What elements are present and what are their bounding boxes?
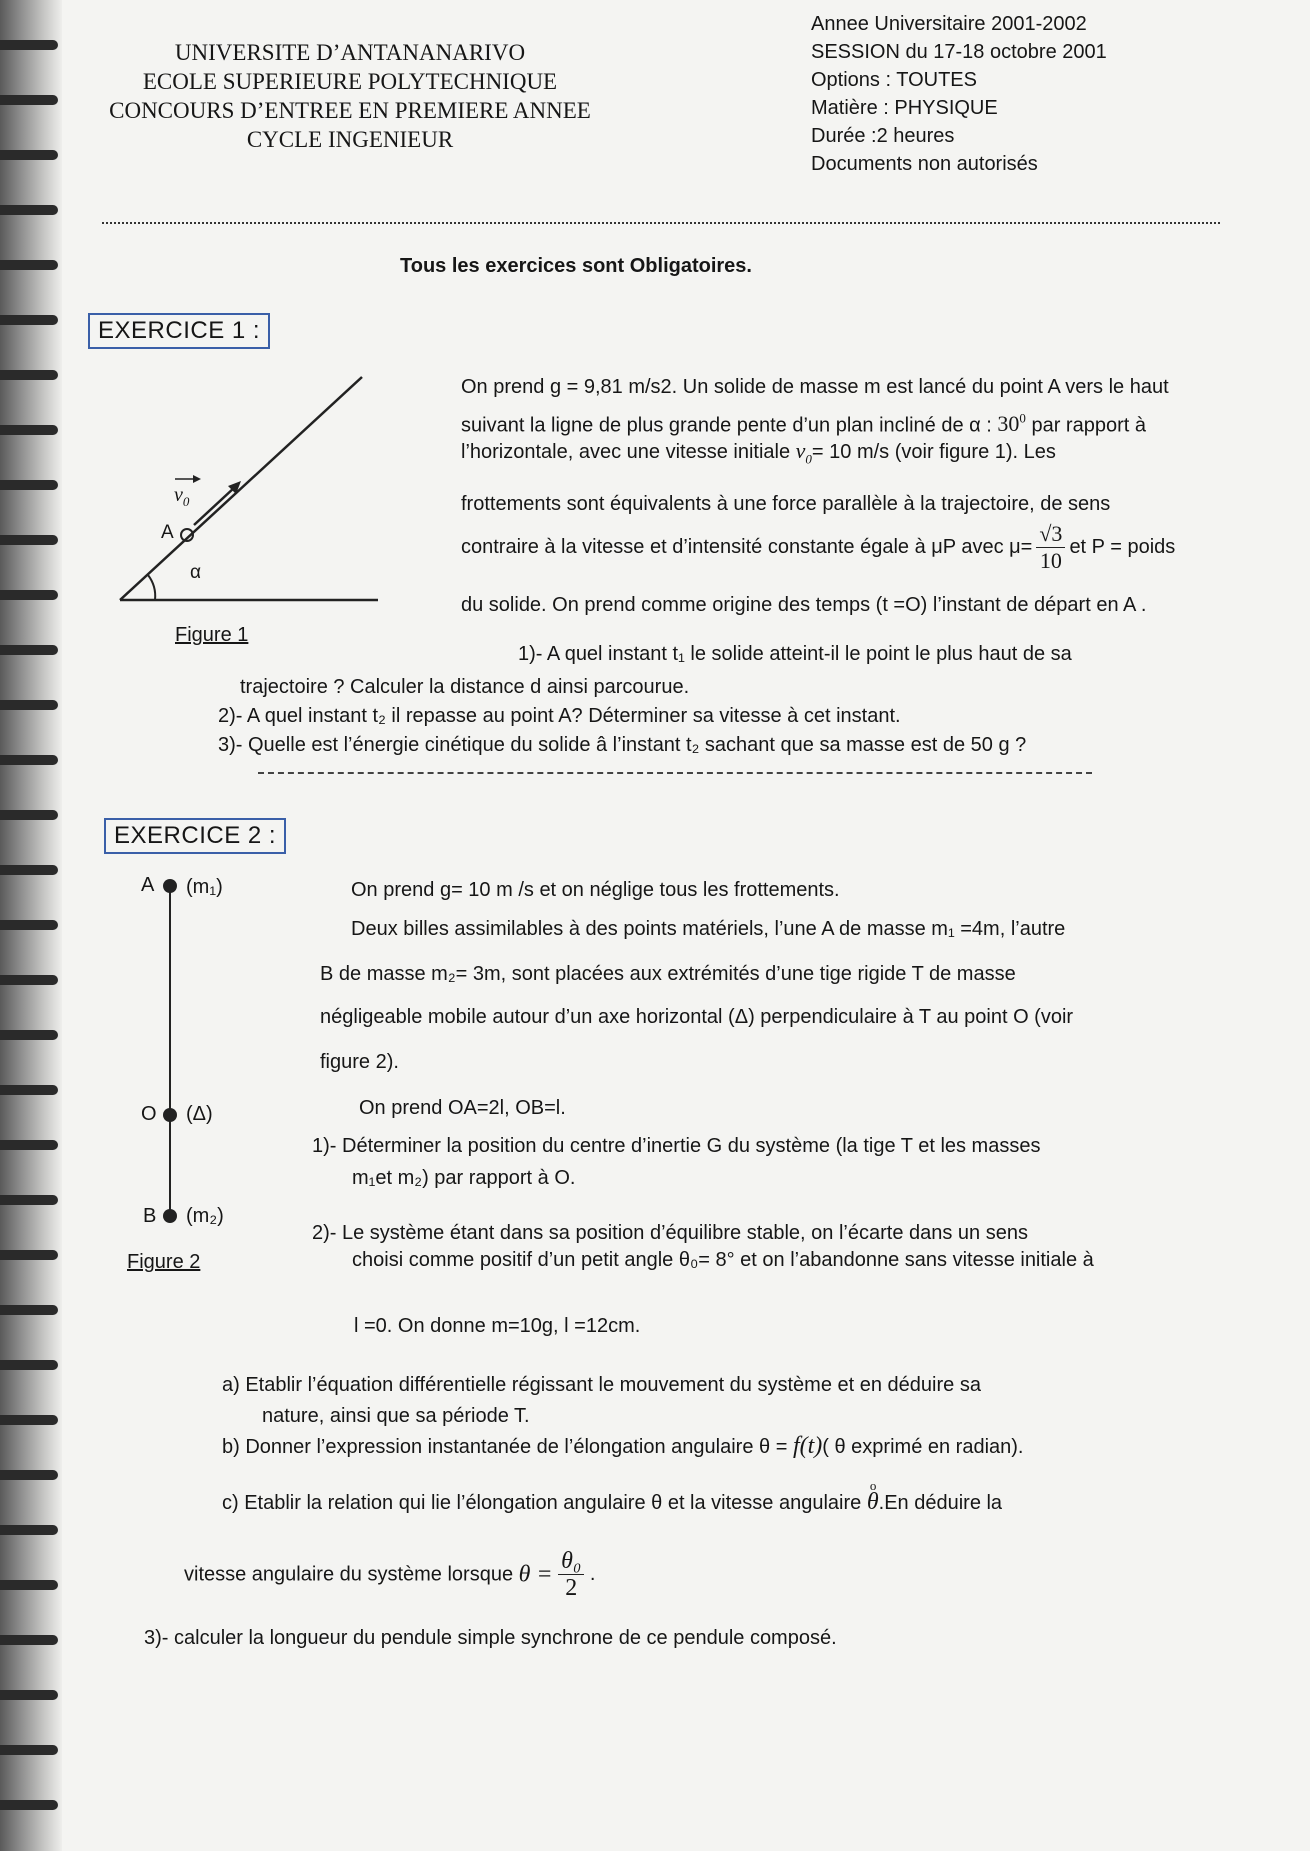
ex1-text-line: On prend g = 9,81 m/s2. Un solide de masse m est lancé du point A vers le haut	[461, 376, 1169, 398]
figure-1-caption: Figure 1	[175, 624, 249, 646]
ex1-divider	[258, 772, 1092, 774]
ex2-question-a: a) Etablir l’équation différentielle régissant le mouvement du système et en déduire sa	[222, 1374, 981, 1396]
header-line: ECOLE SUPERIEURE POLYTECHNIQUE	[142, 69, 558, 94]
spiral-binding	[0, 0, 62, 1851]
figure-2-label-a: A	[141, 874, 155, 896]
ex2-text-line: figure 2).	[320, 1051, 399, 1073]
exam-info-line: SESSION du 17-18 octobre 2001	[811, 41, 1107, 63]
ex2-question-a-cont: nature, ainsi que sa période T.	[262, 1405, 530, 1427]
header-divider	[102, 222, 1220, 224]
figure-1-velocity-label: $v_0$	[174, 484, 190, 509]
exam-info-line: Options : TOUTES	[811, 69, 977, 91]
exam-info	[811, 10, 1107, 178]
ex2-question-c-cont: vitesse angulaire du système lorsque θ = $\frac{\text{θ₀}}{2}$ .	[184, 1548, 596, 1601]
ex1-text-line: contraire à la vitesse et d’intensité constante égale à μP avec μ= $\frac{√3}{10}$ et P = poids	[461, 521, 1176, 573]
figure-2-label-o: O	[141, 1103, 157, 1125]
ex1-text-line: suivant la ligne de plus grande pente d’un plan incliné de α : $30^0$ par rapport à	[461, 411, 1146, 437]
ex1-text-line: frottements sont équivalents à une force parallèle à la trajectoire, de sens	[461, 493, 1111, 515]
ex2-question-b: b) Donner l’expression instantanée de l’élongation angulaire θ = f(t)( θ exprimé en radian).	[222, 1433, 1024, 1459]
ex1-question-1: 1)- A quel instant t₁ le solide atteint-il le point le plus haut de sa	[518, 643, 1072, 665]
header-line: CONCOURS D’ENTREE EN PREMIERE ANNEE	[109, 98, 591, 123]
institution-header	[80, 38, 620, 154]
figure-2-label-b: B	[143, 1205, 157, 1227]
ex1-text-line: du solide. On prend comme origine des temps (t =O) l’instant de départ en A .	[461, 594, 1147, 616]
ex2-text-line: On prend g= 10 m /s et on néglige tous les frottements.	[351, 879, 840, 901]
header-line: UNIVERSITE D’ANTANANARIVO	[174, 40, 526, 65]
ex1-question-3: 3)- Quelle est l’énergie cinétique du solide â l’instant t₂ sachant que sa masse est de 50 g ?	[218, 734, 1027, 756]
figure-2-rod	[150, 870, 190, 1230]
header-line: CYCLE INGENIEUR	[246, 127, 454, 152]
exercise-2-title: EXERCICE 2 :	[104, 818, 286, 854]
ex2-question-2-data: l =0. On donne m=10g, l =12cm.	[354, 1315, 641, 1337]
exam-info-line: Documents non autorisés	[811, 153, 1038, 175]
ex2-text-line: Deux billes assimilables à des points matériels, l’une A de masse m₁ =4m, l’autre	[351, 918, 1066, 940]
ex2-text-line: On prend OA=2l, OB=l.	[359, 1097, 566, 1119]
ex1-text-line: l’horizontale, avec une vitesse initiale $v_0= 10$ m/s (voir figure 1). Les	[461, 438, 1056, 467]
ex2-text-line: négligeable mobile autour d’un axe horizontal (Δ) perpendiculaire à T au point O (voir	[320, 1006, 1074, 1028]
figure-1-incline	[115, 365, 395, 615]
ex2-question-c: c) Etablir la relation qui lie l’élongation angulaire θ et la vitesse angulaire o θ.En déduire la	[222, 1478, 1003, 1515]
exercise-1-title: EXERCICE 1 :	[88, 313, 270, 349]
figure-2-label-m2: (m₂)	[186, 1205, 224, 1227]
ex2-question-2-cont: choisi comme positif d’un petit angle θ₀= 8° et on l’abandonne sans vitesse initiale à	[352, 1249, 1094, 1271]
ex2-question-2: 2)- Le système étant dans sa position d’équilibre stable, on l’écarte dans un sens	[312, 1222, 1028, 1244]
exam-info-line: Matière : PHYSIQUE	[811, 97, 998, 119]
ex2-text-line: B de masse m₂= 3m, sont placées aux extrémités d’une tige rigide T de masse	[320, 963, 1016, 985]
ex2-question-3: 3)- calculer la longueur du pendule simple synchrone de ce pendule composé.	[144, 1627, 837, 1649]
exam-info-line: Durée :2 heures	[811, 125, 955, 147]
figure-2-label-axis: (Δ)	[186, 1103, 213, 1125]
exam-info-line: Annee Universitaire 2001-2002	[811, 13, 1087, 35]
figure-2-caption: Figure 2	[127, 1251, 201, 1273]
figure-2-label-m1: (m₁)	[186, 876, 223, 898]
ex2-question-1-cont: m₁et m₂) par rapport à O.	[352, 1167, 576, 1189]
figure-1-angle-label: α	[190, 562, 201, 583]
figure-1-point-a: A	[161, 522, 174, 543]
instructions: Tous les exercices sont Obligatoires.	[400, 255, 752, 277]
ex1-question-2: 2)- A quel instant t₂ il repasse au point A? Déterminer sa vitesse à cet instant.	[218, 705, 901, 727]
ex1-question-1-cont: trajectoire ? Calculer la distance d ainsi parcourue.	[240, 676, 690, 698]
ex2-question-1: 1)- Déterminer la position du centre d’inertie G du système (la tige T et les masses	[312, 1135, 1041, 1157]
